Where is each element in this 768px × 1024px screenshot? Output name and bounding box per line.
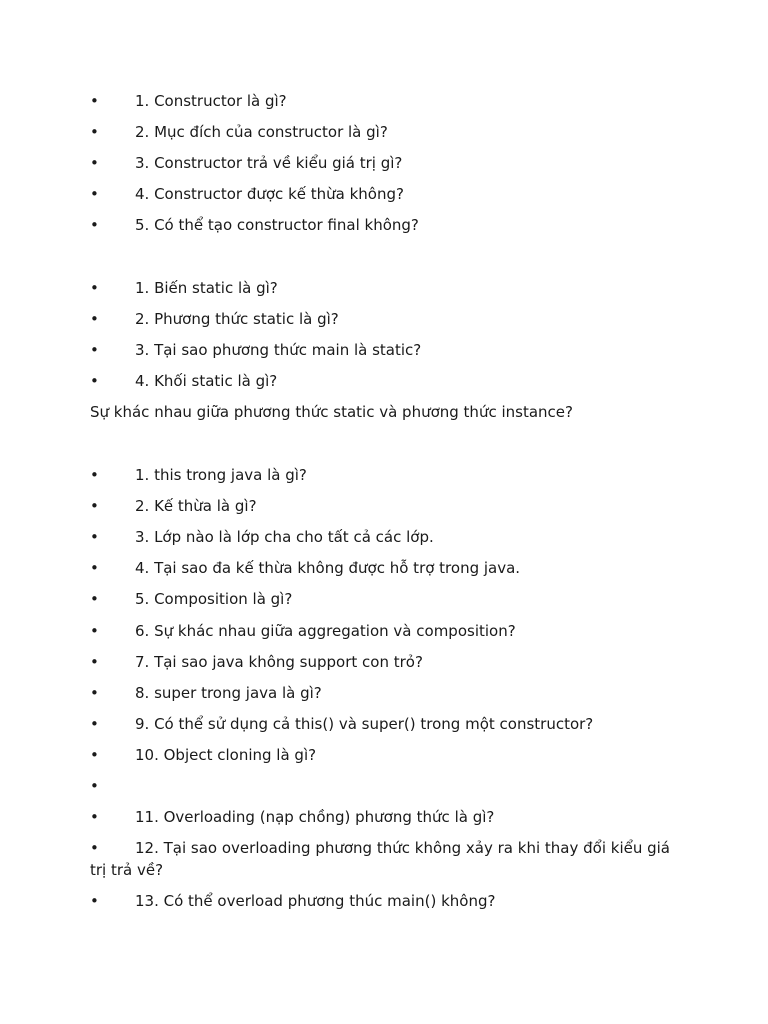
list-item xyxy=(90,744,690,766)
bullet: • xyxy=(90,839,99,857)
bullet: • xyxy=(90,528,99,546)
list-item-text: 5. Có thể tạo constructor final không? xyxy=(135,216,419,234)
bullet: • xyxy=(90,154,99,172)
bullet: • xyxy=(90,123,99,141)
list-item-empty xyxy=(90,775,690,797)
list-item xyxy=(90,713,690,735)
list-item xyxy=(90,651,690,673)
list-item-text: 8. super trong java là gì? xyxy=(135,684,322,702)
bullet: • xyxy=(90,185,99,203)
list-item xyxy=(90,90,690,112)
list-item-text: 7. Tại sao java không support con trỏ? xyxy=(135,653,423,671)
bullet: • xyxy=(90,372,99,390)
list-item-text: 9. Có thể sử dụng cả this() và super() trong một constructor? xyxy=(135,715,594,733)
list-item-text: 1. Constructor là gì? xyxy=(135,92,287,110)
bullet: • xyxy=(90,559,99,577)
list-item-text: 2. Kế thừa là gì? xyxy=(135,497,257,515)
list-item-text: 4. Tại sao đa kế thừa không được hỗ trợ trong java. xyxy=(135,559,521,577)
list-item-text: 3. Constructor trả về kiểu giá trị gì? xyxy=(135,154,403,172)
list-item-text: 11. Overloading (nạp chồng) phương thức là gì? xyxy=(135,808,495,826)
list-item xyxy=(90,890,690,912)
list-item xyxy=(90,339,690,361)
bullet: • xyxy=(90,216,99,234)
list-item-text: 12. Tại sao overloading phương thức không xảy ra khi thay đổi kiểu giá trị trả về? xyxy=(90,839,670,879)
list-item xyxy=(90,370,690,392)
list-item-text: 2. Phương thức static là gì? xyxy=(135,310,339,328)
list-item xyxy=(90,464,690,486)
bullet: • xyxy=(90,684,99,702)
list-item-text: 13. Có thể overload phương thúc main() không? xyxy=(135,892,496,910)
list-item-text: 3. Lớp nào là lớp cha cho tất cả các lớp. xyxy=(135,528,434,546)
list-item xyxy=(90,557,690,579)
list-item xyxy=(90,806,690,828)
bullet: • xyxy=(90,310,99,328)
list-item xyxy=(90,121,690,143)
bullet: • xyxy=(90,590,99,608)
list-item xyxy=(90,837,680,881)
bullet: • xyxy=(90,746,99,764)
list-item-text: 4. Constructor được kế thừa không? xyxy=(135,185,404,203)
list-item xyxy=(90,682,690,704)
bullet: • xyxy=(90,777,99,795)
list-item xyxy=(90,526,690,548)
bullet: • xyxy=(90,715,99,733)
bullet: • xyxy=(90,622,99,640)
list-item-text: 3. Tại sao phương thức main là static? xyxy=(135,341,422,359)
bullet: • xyxy=(90,653,99,671)
bullet: • xyxy=(90,279,99,297)
paragraph: Sự khác nhau giữa phương thức static và phương thức instance? xyxy=(90,403,573,421)
bullet: • xyxy=(90,497,99,515)
list-item xyxy=(90,214,690,236)
list-item xyxy=(90,308,690,330)
list-item xyxy=(90,183,690,205)
list-item-text: 2. Mục đích của constructor là gì? xyxy=(135,123,388,141)
list-item xyxy=(90,588,690,610)
bullet: • xyxy=(90,341,99,359)
list-item-text: 1. Biến static là gì? xyxy=(135,279,278,297)
list-item xyxy=(90,277,690,299)
bullet: • xyxy=(90,892,99,910)
list-item-text: 4. Khối static là gì? xyxy=(135,372,278,390)
bullet: • xyxy=(90,466,99,484)
list-item xyxy=(90,152,690,174)
list-item-text: 6. Sự khác nhau giữa aggregation và composition? xyxy=(135,622,516,640)
list-item xyxy=(90,495,690,517)
list-item xyxy=(90,620,690,642)
bullet: • xyxy=(90,92,99,110)
list-item-text: 10. Object cloning là gì? xyxy=(135,746,317,764)
bullet: • xyxy=(90,808,99,826)
list-item-text: 1. this trong java là gì? xyxy=(135,466,307,484)
list-item-text: 5. Composition là gì? xyxy=(135,590,293,608)
